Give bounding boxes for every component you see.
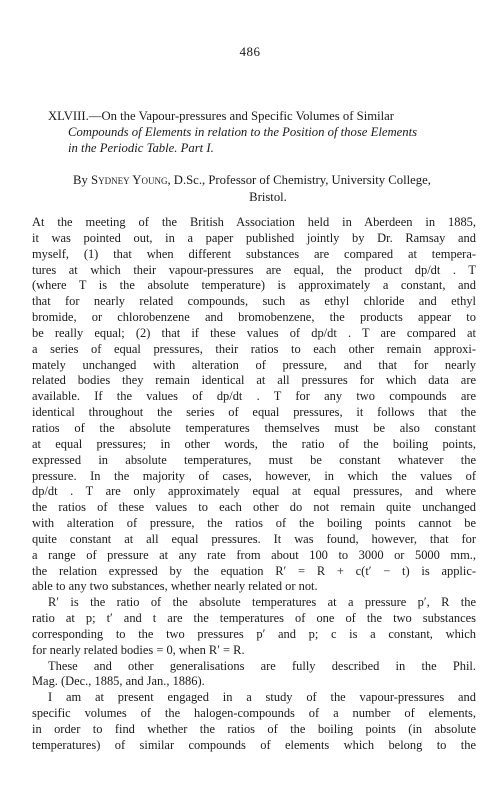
body-line: that for nearly related compounds, such as ethyl chloride and ethyl [32, 294, 476, 309]
body-line: temperatures) of similar compounds of elements which belong to the [32, 737, 476, 752]
body-line: for nearly related bodies = 0, when R′ = R. [32, 642, 245, 657]
body-line: with alteration of pressure, the ratios of the boiling points cannot be [32, 516, 476, 531]
byline-line-2: Bristol. [249, 190, 287, 204]
body-line: These and other generalisations are fully described in the Phil. [48, 658, 476, 673]
body-line: At the meeting of the British Association held in Aberdeen in 1885, [32, 215, 476, 229]
body-line: expressed in absolute temperatures, must be constant whatever the [32, 452, 476, 467]
body-line: a series of equal pressures, their ratios to each other remain approxi- [32, 341, 476, 356]
body-line: corresponding to the two pressures p′ and p; c is a constant, which [32, 626, 476, 641]
title-line-1-text: XLVIII.—On the Vapour-pressures and Specific Volumes of Similar [48, 109, 395, 123]
author-name: Sydney Young [91, 173, 168, 187]
body-line: a range of pressure at any rate from about 100 to 3000 or 5000 mm., [32, 547, 476, 562]
body-line: quite constant at all equal pressures. It was found, however, that for [32, 531, 476, 546]
body-line: able to any two substances, whether nearly related or not. [32, 579, 318, 594]
title-line-3-text: in the Periodic Table. Part I. [68, 141, 214, 156]
body-line: R′ is the ratio of the absolute temperatures at a pressure p′, R the [48, 595, 476, 610]
body-line: dp/dt . T are only approximately equal at equal pressures, and where [32, 484, 476, 499]
body-line: the ratios of these values to each other do not remain quite unchanged [32, 500, 476, 515]
title-line-1 [48, 108, 458, 124]
body-line: be really equal; (2) that if these values of dp/dt . T are compared at [32, 325, 476, 340]
byline-prefix: By [73, 173, 88, 187]
body-line: mately unchanged with alteration of pressure, and that for nearly [32, 357, 476, 372]
title-line-2 [48, 124, 458, 140]
article-title [48, 108, 458, 157]
body-line: ratios of the absolute temperatures themselves must be also constant [32, 420, 476, 435]
body-line: specific volumes of the halogen-compounds of a number of elements, [32, 706, 476, 721]
body-line: the relation expressed by the equation R′ = R + c(t′ − t) is applic- [32, 563, 476, 578]
body-line: identical throughout the series of equal pressures, it follows that the [32, 405, 476, 420]
title-line-3 [48, 140, 458, 156]
body-line: myself, (1) that when different substances are compared at tempera- [32, 246, 476, 261]
body-line: pressure. In the majority of cases, however, in which the values of [32, 468, 476, 483]
body-line: ratio at p; t′ and t are the temperatures of one of the two substances [32, 611, 476, 626]
body-line: (where T is the absolute temperature) is approximately a constant, and [32, 278, 476, 293]
body-line: related bodies they remain identical at all pressures for which data are [32, 373, 476, 388]
author-affiliation: , D.Sc., Professor of Chemistry, University College, [167, 173, 431, 187]
body-line: Mag. (Dec., 1885, and Jan., 1886). [32, 674, 205, 689]
author-byline [0, 172, 500, 206]
page-number: 486 [239, 44, 261, 59]
article-body [32, 215, 476, 754]
body-line: at equal pressures; in other words, the ratio of the boiling points, [32, 436, 476, 451]
body-line: I am at present engaged in a study of the vapour-pressures and [48, 690, 476, 705]
body-line: in order to find whether the ratios of the boiling points (in absolute [32, 722, 476, 736]
body-line: bromide, or chlorobenzene and bromobenzene, the products appear to [32, 310, 476, 325]
body-line: tures at which their vapour-pressures are equal, the product dp/dt . T [32, 262, 476, 277]
byline-line-1 [0, 172, 500, 189]
body-line: available. If the values of dp/dt . T for any two compounds are [32, 389, 476, 404]
title-line-2-text: Compounds of Elements in relation to the Position of those Elements [68, 125, 418, 140]
body-line: it was pointed out, in a paper published jointly by Dr. Ramsay and [32, 230, 476, 245]
